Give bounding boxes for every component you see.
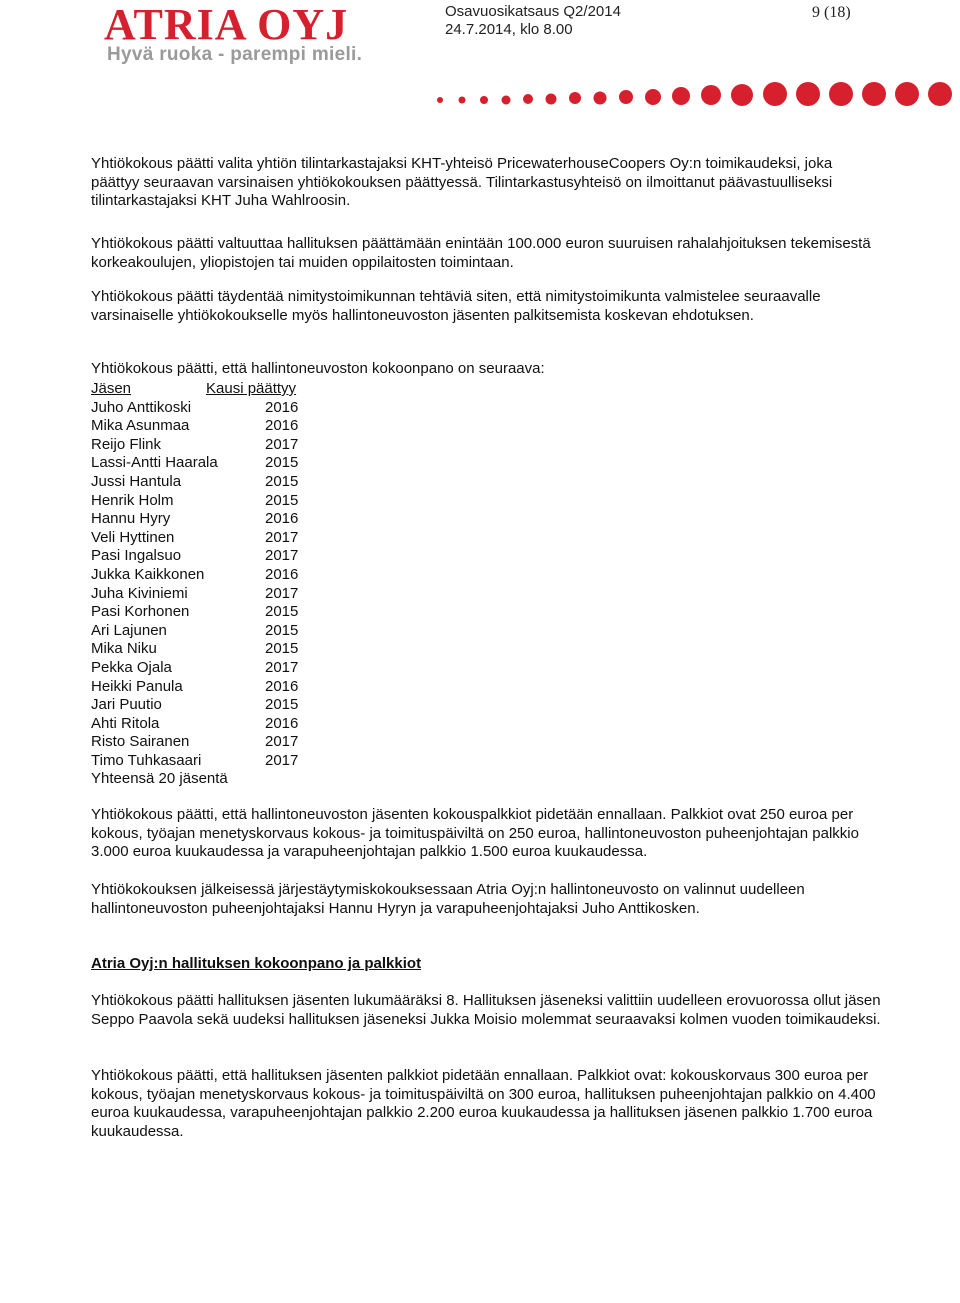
member-term: 2017 [265,528,299,546]
member-name: Pekka Ojala [91,658,172,676]
list-item [91,417,299,436]
member-name: Lassi-Antti Haarala [91,454,218,472]
report-date: 24.7.2014, klo 8.00 [445,21,573,38]
member-term: 2017 [265,733,299,751]
supervisory-chair-paragraph: Yhtiökokouksen jälkeisessä järjestäytymiskokouksessaan Atria Oyj:n hallintoneuvosto on valinnut uudelleen hallintoneuvoston puheenjohtajaksi Hannu Hyryn ja varapuheenjohtajaksi Juho Anttikosken. [91,881,805,917]
nomination-paragraph: Yhtiökokous päätti täydentää nimitystoimikunnan tehtäviä siten, että nimitystoimikunta valmistelee seuraavalle varsinaiselle yhtiökokoukselle myös hallintoneuvoston jäsenten palkitsemista koskevan ehdotuksen. [91,288,821,324]
list-item [91,751,299,771]
list-item [91,435,299,455]
board-intro: Yhtiökokous päätti, että hallintoneuvoston kokoonpano on seuraava: [91,360,545,377]
auditor-paragraph: Yhtiökokous päätti valita yhtiön tilintarkastajaksi KHT-yhteisö PricewaterhouseCoopers Oy:n toimikaudeksi, joka päättyy seuraavan varsinaisen yhtiökokouksen päättyessä. Tilintarkastusyhteisö on ilmoittanut päävastuulliseksi tilintarkastajaksi KHT Juha Wahlroosin. [91,155,833,210]
member-term: 2015 [265,621,299,639]
board-fees-paragraph: Yhtiökokous päätti, että hallituksen jäsenten palkkiot pidetään ennallaan. Palkkiot ovat: kokouskorvaus 300 euroa per kokous, työajan menetyskorvaus kokous- ja toimituspäiviltä on 300 euroa, hallituksen puheenjohtajan palkkio on 4.400 euroa kuukaudessa, varapuheenjohtajan palkkio 2.200 euroa kuukaudessa ja hallituksen jäsenen palkkio 1.700 euroa kuukaudessa. [91,1067,876,1140]
list-item [91,547,299,566]
list-item [91,491,299,511]
member-name: Pasi Korhonen [91,603,190,621]
supervisory-fees-paragraph: Yhtiökokous päätti, että hallintoneuvoston jäsenten kokouspalkkiot pidetään ennallaan. Palkkiot ovat 250 euroa per kokous, työajan menetyskorvaus kokous- ja toimituspäiviltä on 250 euroa, hallintoneuvoston puheenjohtajan palkkio 3.000 euroa kuukaudessa ja varapuheenjohtajan palkkio 1.500 euroa kuukaudessa. [91,806,859,861]
member-term: 2015 [265,491,299,509]
page-number: 9 (18) [812,4,851,21]
board-total: Yhteensä 20 jäsentä [91,770,228,788]
page-header [0,0,960,115]
member-term: 2015 [265,472,299,490]
member-term: 2016 [265,417,299,435]
list-item [91,603,299,622]
list-item [91,528,299,548]
list-item [91,621,299,641]
column-term: Kausi päättyy [206,380,297,397]
company-slogan: Hyvä ruoka - parempi mieli. [107,44,363,65]
member-name: Juha Kiviniemi [91,584,188,602]
member-term: 2015 [265,640,299,658]
list-item [91,677,299,697]
member-name: Juho Anttikoski [91,398,192,416]
board-members-paragraph: Yhtiökokous päätti hallituksen jäsenten lukumääräksi 8. Hallituksen jäseneksi valittiin uudelleen erovuorossa ollut jäsen Seppo Paavola sekä uudeksi hallituksen jäseneksi Jukka Moisio molemmat seuraavaksi kolmen vuoden toimikaudeksi. [91,992,881,1028]
member-name: Jukka Kaikkonen [91,565,205,583]
list-item [91,565,299,585]
section-heading: Atria Oyj:n hallituksen kokoonpano ja palkkiot [91,955,422,972]
member-term: 2015 [265,454,299,472]
list-item [91,454,299,473]
member-name: Henrik Holm [91,491,174,509]
member-term: 2017 [265,584,299,602]
supervisory-board-list [91,380,299,789]
member-name: Jussi Hantula [91,472,182,490]
list-item [91,398,299,418]
member-name: Jari Puutio [91,696,162,714]
member-term: 2017 [265,547,299,565]
member-name: Veli Hyttinen [91,528,175,546]
list-item [91,640,299,659]
list-item [91,658,299,678]
company-logo: ATRIA OYJ [104,0,349,49]
member-term: 2016 [265,510,299,528]
member-term: 2017 [265,751,299,769]
member-term: 2016 [265,565,299,583]
column-member: Jäsen [91,380,132,397]
list-item [91,733,299,752]
member-name: Timo Tuhkasaari [91,751,202,769]
member-name: Reijo Flink [91,435,162,453]
member-name: Mika Asunmaa [91,417,190,435]
member-term: 2016 [265,677,299,695]
member-term: 2015 [265,696,299,714]
member-term: 2016 [265,714,299,732]
member-term: 2017 [265,658,299,676]
donation-paragraph: Yhtiökokous päätti valtuuttaa hallituksen päättämään enintään 100.000 euron suuruisen rahalahjoituksen tekemisestä korkeakoulujen, yliopistojen tai muiden oppilaitosten toimintaan. [91,235,871,271]
member-name: Heikki Panula [91,677,183,695]
report-title: Osavuosikatsaus Q2/2014 [445,3,621,20]
decorative-dots [0,0,960,115]
board-header-row [91,380,297,399]
member-name: Hannu Hyry [91,510,171,528]
member-name: Ari Lajunen [91,621,167,639]
list-item [91,584,299,604]
member-name: Ahti Ritola [91,714,160,732]
member-term: 2016 [265,398,299,416]
member-term: 2017 [265,435,299,453]
member-term: 2015 [265,603,299,621]
member-name: Pasi Ingalsuo [91,547,182,565]
list-item [91,714,299,734]
list-item [91,696,299,715]
member-name: Risto Sairanen [91,733,190,751]
member-name: Mika Niku [91,640,157,658]
list-item [91,510,299,529]
list-item [91,472,299,492]
